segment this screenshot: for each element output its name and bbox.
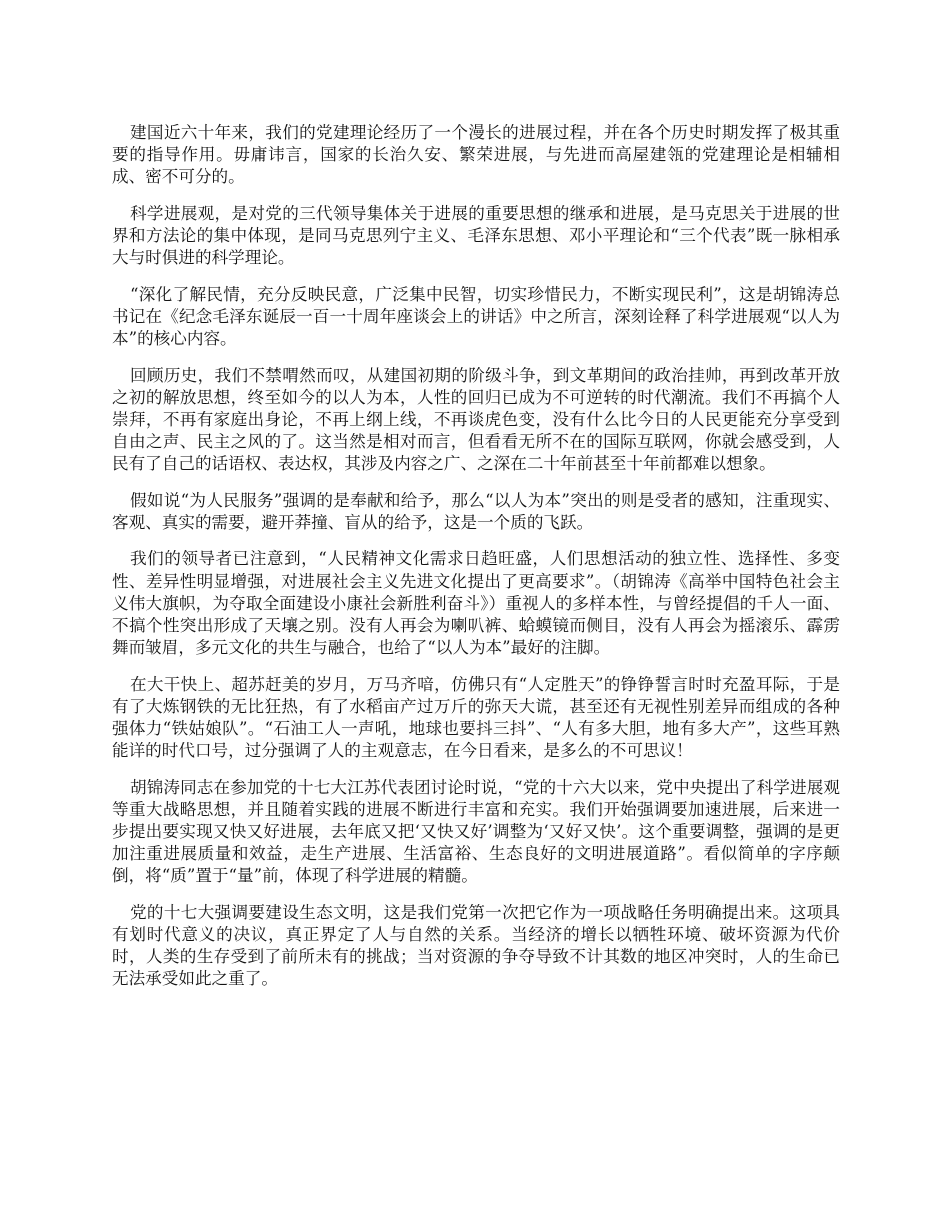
paragraph: 胡锦涛同志在参加党的十七大江苏代表团讨论时说，“党的十六大以来，党中央提出了科学进展观等重大战略思想，并且随着实践的进展不断进行丰富和充实。我们开始强调要加速进展，后来进一步提出要实现又快又好进展，去年底又把‘又快又好’调整为‘又好又快’。这个重要调整，强调的是更加注重进展质量和效益，走生产进展、生活富裕、生态良好的文明进展道路”。看似简单的字序颠倒，将“质”置于“量”前，体现了科学进展的精髓。 [112, 777, 840, 885]
paragraph: 假如说“为人民服务”强调的是奉献和给予，那么“以人为本”突出的则是受者的感知，注重现实、客观、真实的需要，避开莽撞、盲从的给予，这是一个质的飞跃。 [112, 490, 840, 532]
paragraph: “深化了解民情，充分反映民意，广泛集中民智，切实珍惜民力，不断实现民利”，这是胡锦涛总书记在《纪念毛泽东诞辰一百一十周年座谈会上的讲话》中之所言，深刻诠释了科学进展观“以人为本”的核心内容。 [112, 284, 840, 348]
document-body [112, 122, 840, 1005]
paragraph: 我们的领导者已注意到，“人民精神文化需求日趋旺盛，人们思想活动的独立性、选择性、多变性、差异性明显增强，对进展社会主义先进文化提出了更高要求”。（胡锦涛《高举中国特色社会主义伟大旗帜，为夺取全面建设小康社会新胜利奋斗》）重视人的多样本性，与曾经提倡的千人一面、不搞个性突出形成了天壤之别。没有人再会为喇叭裤、蛤蟆镜而侧目，没有人再会为摇滚乐、霹雳舞而皱眉，多元文化的共生与融合，也给了“以人为本”最好的注脚。 [112, 549, 840, 657]
paragraph: 在大干快上、超苏赶美的岁月，万马齐喑，仿佛只有“人定胜天”的铮铮誓言时时充盈耳际，于是有了大炼钢铁的无比狂热，有了水稻亩产过万斤的弥天大谎，甚至还有无视性别差异而组成的各种强体力“铁姑娘队”。“石油工人一声吼，地球也要抖三抖”、“人有多大胆，地有多大产”，这些耳熟能详的时代口号，过分强调了人的主观意志，在今日看来，是多么的不可思议！ [112, 674, 840, 760]
paragraph: 建国近六十年来，我们的党建理论经历了一个漫长的进展过程，并在各个历史时期发挥了极其重要的指导作用。毋庸讳言，国家的长治久安、繁荣进展，与先进而高屋建瓴的党建理论是相辅相成、密不可分的。 [112, 123, 840, 187]
paragraph: 党的十七大强调要建设生态文明，这是我们党第一次把它作为一项战略任务明确提出来。这项具有划时代意义的决议，真正界定了人与自然的关系。当经济的增长以牺牲环境、破坏资源为代价时，人类的生存受到了前所未有的挑战；当对资源的争夺导致不计其数的地区冲突时，人的生命已无法承受如此之重了。 [112, 902, 840, 988]
paragraph: 科学进展观，是对党的三代领导集体关于进展的重要思想的继承和进展，是马克思关于进展的世界和方法论的集中体现，是同马克思列宁主义、毛泽东思想、邓小平理论和“三个代表”既一脉相承大与时俱进的科学理论。 [112, 203, 840, 268]
paragraph: 回顾历史，我们不禁喟然而叹，从建国初期的阶级斗争，到文革期间的政治挂帅，再到改革开放之初的解放思想，终至如今的以人为本，人性的回归已成为不可逆转的时代潮流。我们不再搞个人崇拜，不再有家庭出身论，不再上纲上线，不再谈虎色变，没有什么比今日的人民更能充分享受到自由之声、民主之风的了。这当然是相对而言，但看看无所不在的国际互联网，你就会感受到，人民有了自己的话语权、表达权，其涉及内容之广、之深在二十年前甚至十年前都难以想象。 [112, 365, 840, 473]
